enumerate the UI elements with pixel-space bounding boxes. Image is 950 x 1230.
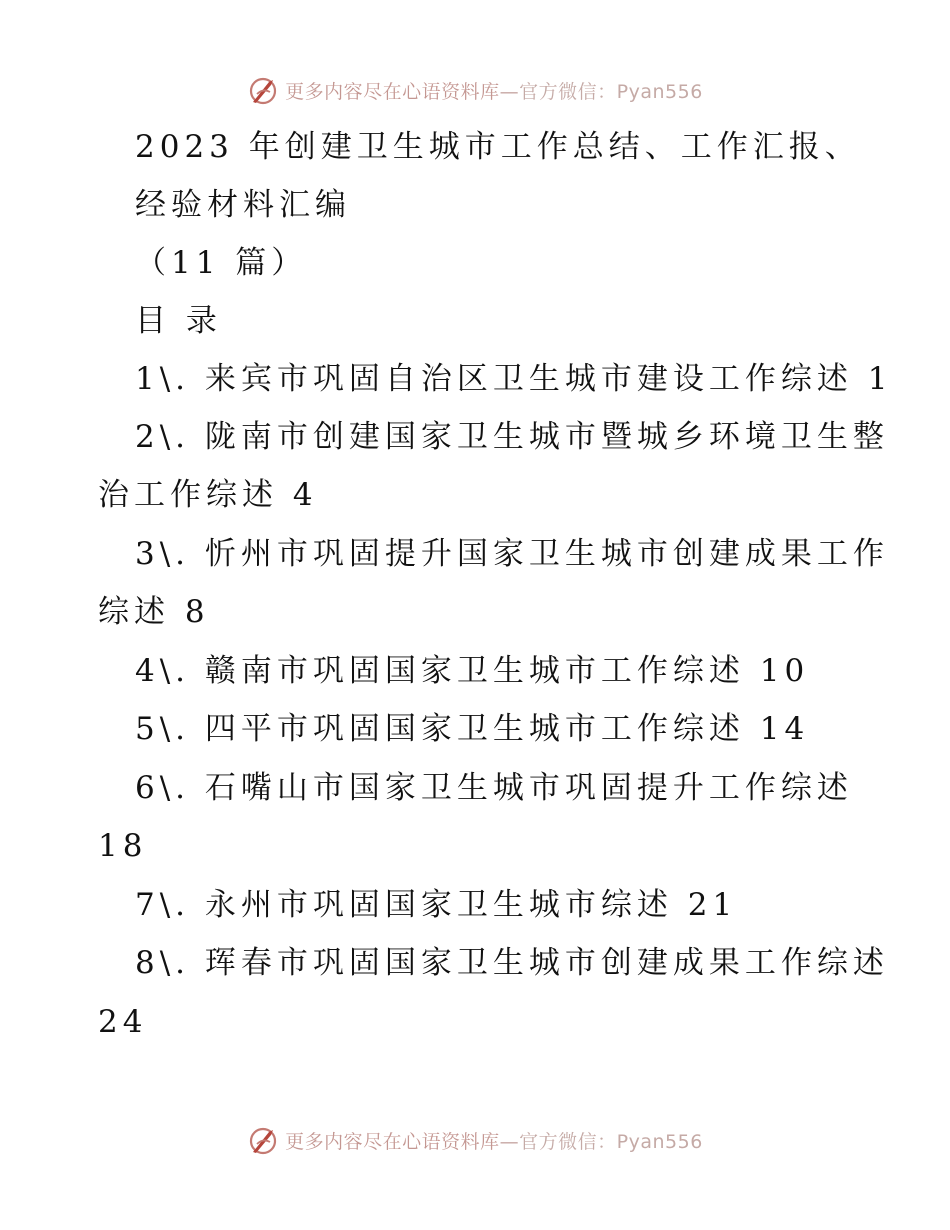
- toc-item-3: 3\. 忻州市巩固提升国家卫生城市创建成果工作: [135, 536, 889, 572]
- watermark-separator: —: [499, 80, 520, 103]
- toc-item-3-continuation: 综述 8: [98, 594, 210, 630]
- toc-item-8: 8\. 珲春市巩固国家卫生城市创建成果工作综述: [135, 945, 889, 981]
- watermark-site-text: 更多内容尽在心语资料库: [285, 80, 500, 103]
- toc-item-8-continuation: 24: [98, 1004, 148, 1040]
- document-title-line-2: 经验材料汇编: [135, 187, 351, 223]
- toc-item-5: 5\. 四平市巩固国家卫生城市工作综述 14: [135, 711, 810, 747]
- watermark-site-text: 更多内容尽在心语资料库: [285, 1130, 500, 1153]
- toc-item-6-continuation: 18: [98, 828, 148, 864]
- toc-item-1: 1\. 来宾市巩固自治区卫生城市建设工作综述 1: [135, 361, 893, 397]
- brush-logo-icon: [247, 74, 279, 106]
- toc-item-2: 2\. 陇南市创建国家卫生城市暨城乡环境卫生整: [135, 419, 889, 455]
- toc-heading: 目 录: [135, 303, 222, 339]
- document-title-line-1: 2023 年创建卫生城市工作总结、工作汇报、: [135, 129, 861, 165]
- watermark-banner-top: [0, 70, 950, 110]
- watermark-wechat-text: 官方微信：Pyan556: [519, 80, 703, 103]
- watermark-wechat-text: 官方微信：Pyan556: [519, 1130, 703, 1153]
- watermark-banner-bottom: [0, 1120, 950, 1160]
- toc-item-6: 6\. 石嘴山市国家卫生城市巩固提升工作综述: [135, 770, 853, 806]
- document-count: （11 篇）: [135, 245, 308, 281]
- watermark-text: [285, 1127, 703, 1154]
- toc-item-4: 4\. 赣南市巩固国家卫生城市工作综述 10: [135, 653, 810, 689]
- toc-item-7: 7\. 永州市巩固国家卫生城市综述 21: [135, 887, 738, 923]
- brush-logo-icon: [247, 1124, 279, 1156]
- toc-item-2-continuation: 治工作综述 4: [98, 477, 318, 513]
- watermark-text: [285, 77, 703, 104]
- watermark-separator: —: [499, 1130, 520, 1153]
